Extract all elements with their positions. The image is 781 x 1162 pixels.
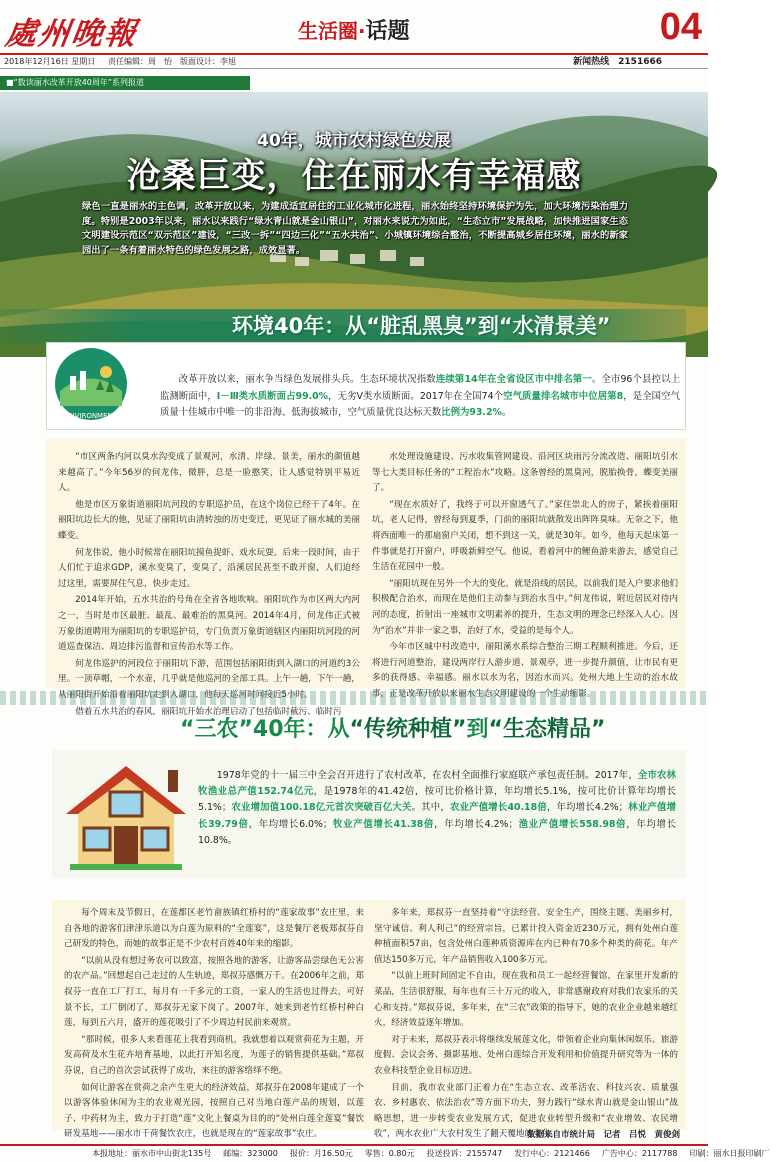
article-paragraph: 2014年开始，五水共治的号角在全省各地吹响。丽阳坑作为市区两大内河之一，当时是市区最脏、最乱、最难治的黑臭河。2014年4月，何龙伟正式被万象街道聘用为丽阳坑的专职巡护员，专门负责万象街道辖区内丽阳坑河段的河道巡查保洁、周边排污监督和宣传治水等工作。: [58, 595, 360, 653]
article-paragraph: “那时候，很多人来看莲花上我看到商机，我就想着以观赏荷花为主题，开发高荷及水生花卉培育基地，以此打开知名度，为莲子的销售提供基础。”郑叔芬说，自己的首次尝试获得了成功，来往的游客络绎不绝。: [64, 1034, 364, 1076]
intro-text-part: 。全市96个县控以上监测断面中，: [160, 374, 680, 402]
environment-icon-label: ENVIRONMENT: [64, 412, 118, 420]
highlight-figure: 比例为93.2%: [441, 407, 502, 418]
intro-text-part: ，是全国空气质量十佳城市中唯一的非沿海、低海拔城市，空气质量优良达标天数: [160, 390, 680, 418]
article-paragraph: 他是市区万象街道丽阳坑河段的专职巡护员，在这个岗位已经干了4年。在丽阳坑边长大的他，见证了丽阳坑由清转浊的历史变迁，更见证了丽水城的美丽蝶变。: [58, 499, 360, 541]
article-paragraph: 何龙伟说，他小时候常在丽阳坑摸鱼捉虾、戏水玩耍。后来一段时间，由于人们忙于追求GDP，溪水变臭了，变臭了，沿溪居民甚至不敢开窗，人们迫经过这里，需要屏住气息，快步走过。: [58, 547, 360, 589]
article-paragraph: 每个周末及节假日，在莲都区老竹畲族镇红桥村的“莲家故事”农庄里，来自各地的游客们津津乐道以为白莲为原料的“全莲宴”，这是餐厅老板郑叔芬自己研发的特色，而她的故事正是不少农村百姓40年来的缩影。: [64, 908, 364, 950]
newspaper-logo: 處州晚報: [2, 16, 141, 52]
article-paragraph: “市区两条内河以臭水沟变成了景观河，水清、岸绿、景美，丽水的颜值越来越高了。”今年56岁的何龙伟，微胖，总是一脸憨笑，让人感觉特别平易近人。: [58, 452, 360, 494]
section-heading-environment: 环境40年：从“脏乱黑臭”到“水清景美”: [0, 309, 686, 343]
article-paragraph: “以前上班时间固定不自由，现在我和员工一起经营餐馆，在家里开发新的菜品，生活很舒服，每年也有三十万元的收入，非常感谢政府对我们农家乐的关心和支持。”郑叔芬说，多年来，在“三农”政策的指导下，她的农业企业越来越红火，经济效益逐年增加。: [374, 971, 678, 1029]
footer-item: 广告中心：2117788: [601, 1149, 678, 1158]
environment-icon: [50, 346, 132, 426]
intro-text-part: ，年均增长6.0%；: [248, 818, 333, 830]
heading-part: “传统种植”: [349, 717, 467, 742]
highlight-figure: Ⅰ－Ⅲ类水质断面占99.0%: [216, 390, 329, 402]
footer-item: 印刷：丽水日报印刷厂: [689, 1149, 770, 1158]
article-paragraph: “以前从没有想过务农可以致富，按照各地的游客，让游客品尝绿色无公害的农产品。”回想起自己走过的人生轨迹，郑叔芬感慨万千。在2006年之前，郑叔芬一直在工厂打工，每月有一千多元的工资，一家人的生活也过得去，可好景不长，工厂倒闭了，郑叔芬无家下岗了。2007年，她来到老竹红桥村种白莲，每到五六月，盛开的莲花吸引了不少周边村民前来观赏。: [64, 955, 364, 1029]
masthead: [0, 0, 708, 52]
highlight-figure: 农业增加值100.18亿元首次突破百亿大关: [231, 802, 412, 814]
intro-text-part: ，年均增长4.2%；: [434, 818, 518, 830]
footer-item: 发行中心：2121466: [514, 1149, 590, 1158]
highlight-figure: 林业产值增长39.79倍: [198, 802, 676, 830]
article-paragraph: 多年来，郑叔芬一直坚持着“守法经营、安全生产，围绕主题、美丽乡村，坚守诚信、利人利己”的经营宗旨，已累计投入资金近230万元，拥有处州白莲种植面积57亩，包含处州白莲种质资源库在内已种有70多个种类的荷花。年产值达150多万元，年产品销售收入100多万元。: [374, 908, 678, 965]
intro-text-part: 。其中，: [411, 802, 450, 814]
info-bar: [0, 53, 708, 69]
agriculture-column-1: [64, 906, 364, 1140]
article-paragraph: 何龙伟巡护的河段位于丽阳坑下游，范围包括丽阳街到入湖口的河道约3公里。一顶草帽，一个水壶，几乎就是他巡河的全部工具。上午一趟，下午一趟，从丽阳街开始沿着丽阳坑走到入湖口，他每天巡河时间接近5小时。: [58, 658, 360, 700]
intro-text-part: ，年均增长4.2%；: [546, 802, 629, 814]
hero-lead: 绿色一直是丽水的主色调，改革开放以来，为建成适宜居住的工业化城市化进程，丽水始终坚持环境保护为先，加大环境污染治理力度。特别是2003年以来，丽水以来践行“绿水青山就是金山银山”，对丽水来说尤为如此，“生态立市”发展战略，加快推进国家生态文明建设示范区“双示范区”建设，“三改一拆”“四边三化”“五水共治”、小城镇环境综合整治，不断提高城乡居住环境，丽水的新家园出了一条有着丽水特色的绿色发展之路，成效显著。: [82, 201, 628, 256]
footer-item: 本报地址：丽水市中山街北135号: [92, 1149, 212, 1158]
article-paragraph: 目前，我市农业部门正着力在“生态立农、改革活农、科技兴农、质量强农、乡村惠农、依法治农”等方面下功夫，努力践行“绿水青山就是金山银山”战略思想，进一步转变农业发展方式，促进农业转型升级和“农业增效、农民增收”，两水农业广大农村发生了翻天覆地的变化。: [374, 1082, 678, 1140]
page-number: 04: [659, 6, 702, 48]
section-label: 生活圈·: [298, 19, 366, 43]
section-heading-agriculture: [180, 712, 680, 746]
environment-column-2: [372, 450, 678, 699]
intro-text-part: 改革开放以来，丽水争当绿色发展排头兵。生态环境状况指数: [178, 374, 436, 385]
agriculture-intro-text: [198, 768, 676, 849]
footer-item: 零售：0.80元: [364, 1149, 415, 1158]
footer-item: 邮编：323000: [223, 1149, 278, 1158]
intro-text-part: 。: [501, 407, 512, 418]
article-paragraph: “丽阳坑现在另外一个大的变化，就是沿线的居民，以前我们是入户要求他们积极配合治水，而现在是他们主动参与到治水当中。”何龙伟说，附近居民对待内河的态度，折射出一座城市文明素养的提升，生态文明的理念已经深入人心。因为“治水”并非一家之事，治好了水，受益的是每个人。: [372, 578, 678, 636]
section-label-bold: 话题: [365, 18, 410, 44]
heading-part: 到: [466, 717, 489, 742]
hero-subtitle: 40年，城市农村绿色发展: [257, 131, 451, 151]
intro-text-part: ，无劣Ⅴ类水质断面。2017年在全国74个: [328, 390, 504, 402]
heading-part: “生态精品”: [488, 717, 606, 742]
intro-text-part: 1978年党的十一届三中全会召开进行了农村改革，在农村全面推行家庭联产承包责任制。2017年，: [216, 770, 638, 781]
environment-column-1: [58, 450, 360, 717]
article-paragraph: 借着五水共治的春风，丽阳坑开始水治理启动了包括临时截污、临时污: [75, 706, 342, 717]
editor-credits: 责任编辑：周 怡 版面设计：李旭: [108, 57, 236, 66]
highlight-figure: 农业产值增长40.18倍: [449, 802, 547, 814]
article-paragraph: 对于未来，郑叔芬表示将继续发展莲文化，带领着企业向集休闲娱乐、旅游度假、会议会务、摄影基地、处州白莲综合开发利用和价值提升研究等为一体的农业科技型企业目标迈进。: [374, 1034, 678, 1076]
issue-date: 2018年12月16日 星期日: [4, 57, 96, 66]
highlight-figure: 全市农林牧渔业总产值152.74亿元: [198, 770, 676, 798]
hero-title: 沧桑巨变，住在丽水有幸福感: [126, 156, 582, 196]
house-icon: [60, 756, 192, 874]
footer-item: 投送投诉：2155747: [426, 1149, 503, 1158]
footer-bar: [0, 1144, 770, 1162]
section-divider: [0, 691, 708, 705]
article-paragraph: 如何让游客在赏荷之余产生更大的经济效益，郑叔芬在2008年建成了一个以游客体验休闲为主的农业观光园，按照自己对当地白莲产品的规划，以莲子、中药材为主，致力于打造“莲”文化上餐桌为目的的“处州白莲全莲宴”餐饮研发基地——丽水市千荷餐饮农庄，也就是现在的“莲家故事”农庄。: [64, 1082, 364, 1140]
news-hotline: 新闻热线 2151666: [573, 57, 662, 67]
byline: 数据来自市统计局 记者 吕悦 黄俊剑: [526, 1130, 680, 1140]
article-paragraph: 水处理设施建设、污水收集管网建设、沿河区块雨污分流改造、丽阳坑引水等七大类目标任务的“工程治水”攻略。这条曾经的黑臭河，脱胎换骨，蝶变美丽了。: [372, 452, 678, 494]
highlight-figure: 渔业产值增长558.98倍: [517, 818, 627, 830]
section-name: [298, 14, 410, 45]
series-tag: ■“数读丽水改革开放40周年”系列报道: [0, 76, 250, 90]
intro-text-part: ，是1978年的41.42倍，按可比价格计算，年均增长5.1%，按可比价计算年均增长5.1%；: [198, 786, 676, 814]
environment-intro-text: [160, 372, 680, 422]
article-paragraph: 今年市区城中村改造中，丽阳溪水系综合整治三期工程顺利推进。今后，还将进行河道整治，建设两岸行人游步道、景观亭，进一步提升颜值，让市民有更多的获得感、幸福感。丽水以水为名，因治水而兴。处州大地上生动的治水故事，正是改革开放以来丽水生态文明建设的一个生动缩影。: [372, 642, 678, 699]
heading-part: “三农”40年：从: [180, 717, 350, 742]
highlight-figure: 牧业产值增长41.38倍: [332, 818, 435, 830]
footer-item: 报价：月16.50元: [289, 1149, 353, 1158]
intro-text-part: ，年均增长10.8%。: [198, 818, 677, 846]
highlight-figure: 空气质量排名城市中位居第8: [503, 390, 624, 402]
article-paragraph: “现在水质好了，我终于可以开窗透气了。”家住崇北人的房子，紧挨着丽阳坑，老人记得，曾经每到夏季，门前的丽阳坑就散发出阵阵臭味。无奈之下，他将西面唯一的那扇窗户关闭，想不到这一关，就是30年。如今，他每天起床第一件事就是打开窗户，呼吸新鲜空气。他说，看着河中的鲤鱼游来游去，感觉自己生活在花园中一般。: [372, 499, 678, 573]
highlight-figure: 连续第14年在全省设区市中排名第一: [435, 374, 592, 385]
